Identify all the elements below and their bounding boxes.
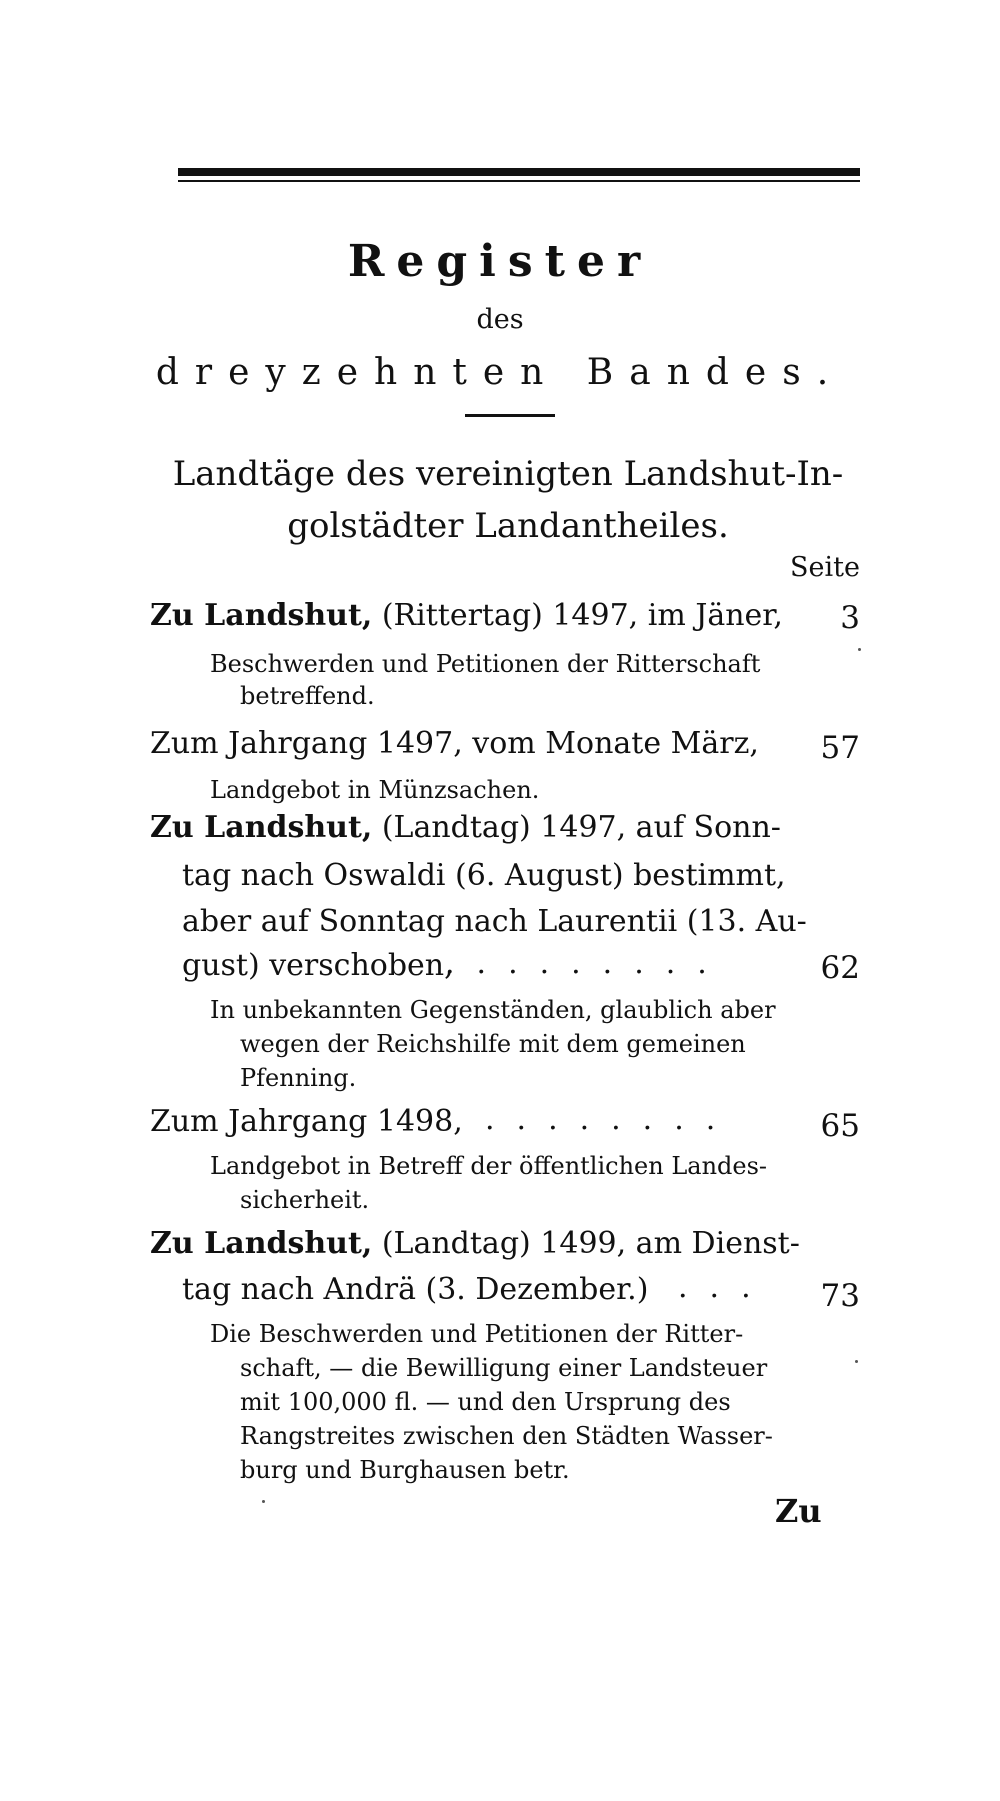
entry-5-lead: Zu Landshut, bbox=[150, 1226, 373, 1261]
register-subtitle-des: des bbox=[476, 304, 524, 335]
entry-5-page: 73 bbox=[820, 1278, 860, 1314]
entry-1-page: 3 bbox=[840, 600, 860, 636]
entry-3-line-2: tag nach Oswaldi (6. August) bestimmt, bbox=[182, 858, 786, 893]
entry-5-sub-5: burg und Burghausen betr. bbox=[240, 1456, 570, 1484]
entry-5-line-2: tag nach Andrä (3. Dezember.) bbox=[182, 1272, 649, 1307]
entry-1-sub-2: betreffend. bbox=[240, 682, 375, 710]
entry-2-line-1: Zum Jahrgang 1497, vom Monate März, bbox=[150, 726, 759, 761]
heading-divider bbox=[465, 414, 555, 417]
entry-5-sub-1: Die Beschwerden und Petitionen der Ritter- bbox=[210, 1320, 744, 1348]
entry-2-sub-1: Landgebot in Münzsachen. bbox=[210, 776, 540, 804]
entry-3-lead: Zu Landshut, bbox=[150, 810, 373, 845]
entry-5-sub-3: mit 100,000 fl. — und den Ursprung des bbox=[240, 1388, 731, 1416]
entry-3-line-3: aber auf Sonntag nach Laurentii (13. Au- bbox=[182, 904, 807, 939]
section-title-line-2: golstädter Landantheiles. bbox=[287, 506, 729, 546]
entry-4-leader-dots: ........ bbox=[485, 1102, 738, 1137]
entry-1-lead: Zu Landshut, bbox=[150, 598, 373, 633]
entry-4-sub-1: Landgebot in Betreff der öffentlichen Landes- bbox=[210, 1152, 768, 1180]
entry-3-sub-2: wegen der Reichshilfe mit dem gemeinen bbox=[240, 1030, 746, 1058]
speck-mark bbox=[858, 648, 861, 651]
catchword: Zu bbox=[775, 1492, 822, 1530]
entry-3-leader-dots: ......... bbox=[445, 946, 729, 981]
section-title-line-1: Landtäge des vereinigten Landshut-In- bbox=[172, 454, 844, 494]
entry-3-sub-3: Pfenning. bbox=[240, 1064, 357, 1092]
entry-5-sub-2: schaft, — die Bewilligung einer Landsteuer bbox=[240, 1354, 768, 1382]
section-title bbox=[148, 448, 868, 552]
top-rule-thin bbox=[178, 180, 860, 182]
speck-mark bbox=[855, 1360, 858, 1363]
entry-1-line-1 bbox=[150, 598, 783, 633]
speck-mark bbox=[262, 1500, 265, 1503]
register-title: Register bbox=[347, 236, 653, 287]
entry-5-line-1 bbox=[150, 1226, 800, 1261]
entry-1-sub-1: Beschwerden und Petitionen der Ritterschaft bbox=[210, 650, 761, 678]
entry-3-sub-1: In unbekannten Gegenständen, glaublich aber bbox=[210, 996, 776, 1024]
entry-3-page: 62 bbox=[820, 950, 860, 986]
entry-4-page: 65 bbox=[820, 1108, 860, 1144]
entry-5-text-1: (Landtag) 1499, am Dienst- bbox=[381, 1226, 800, 1261]
entry-1-text-1: (Rittertag) 1497, im Jäner, bbox=[381, 598, 783, 633]
page-column-label: Seite bbox=[790, 552, 860, 583]
entry-2-page: 57 bbox=[820, 730, 860, 766]
entry-3-line-4: gust) verschoben, bbox=[182, 948, 454, 983]
register-subtitle-band: dreyzehnten Bandes. bbox=[155, 352, 845, 393]
entry-4-line-1: Zum Jahrgang 1498, bbox=[150, 1104, 463, 1139]
entry-3-line-1 bbox=[150, 810, 781, 845]
entry-4-sub-2: sicherheit. bbox=[240, 1186, 370, 1214]
entry-5-leader-dots: ... bbox=[678, 1270, 773, 1305]
top-rule-thick bbox=[178, 168, 860, 176]
entry-3-text-1: (Landtag) 1497, auf Sonn- bbox=[381, 810, 781, 845]
entry-5-sub-4: Rangstreites zwischen den Städten Wasser- bbox=[240, 1422, 773, 1450]
